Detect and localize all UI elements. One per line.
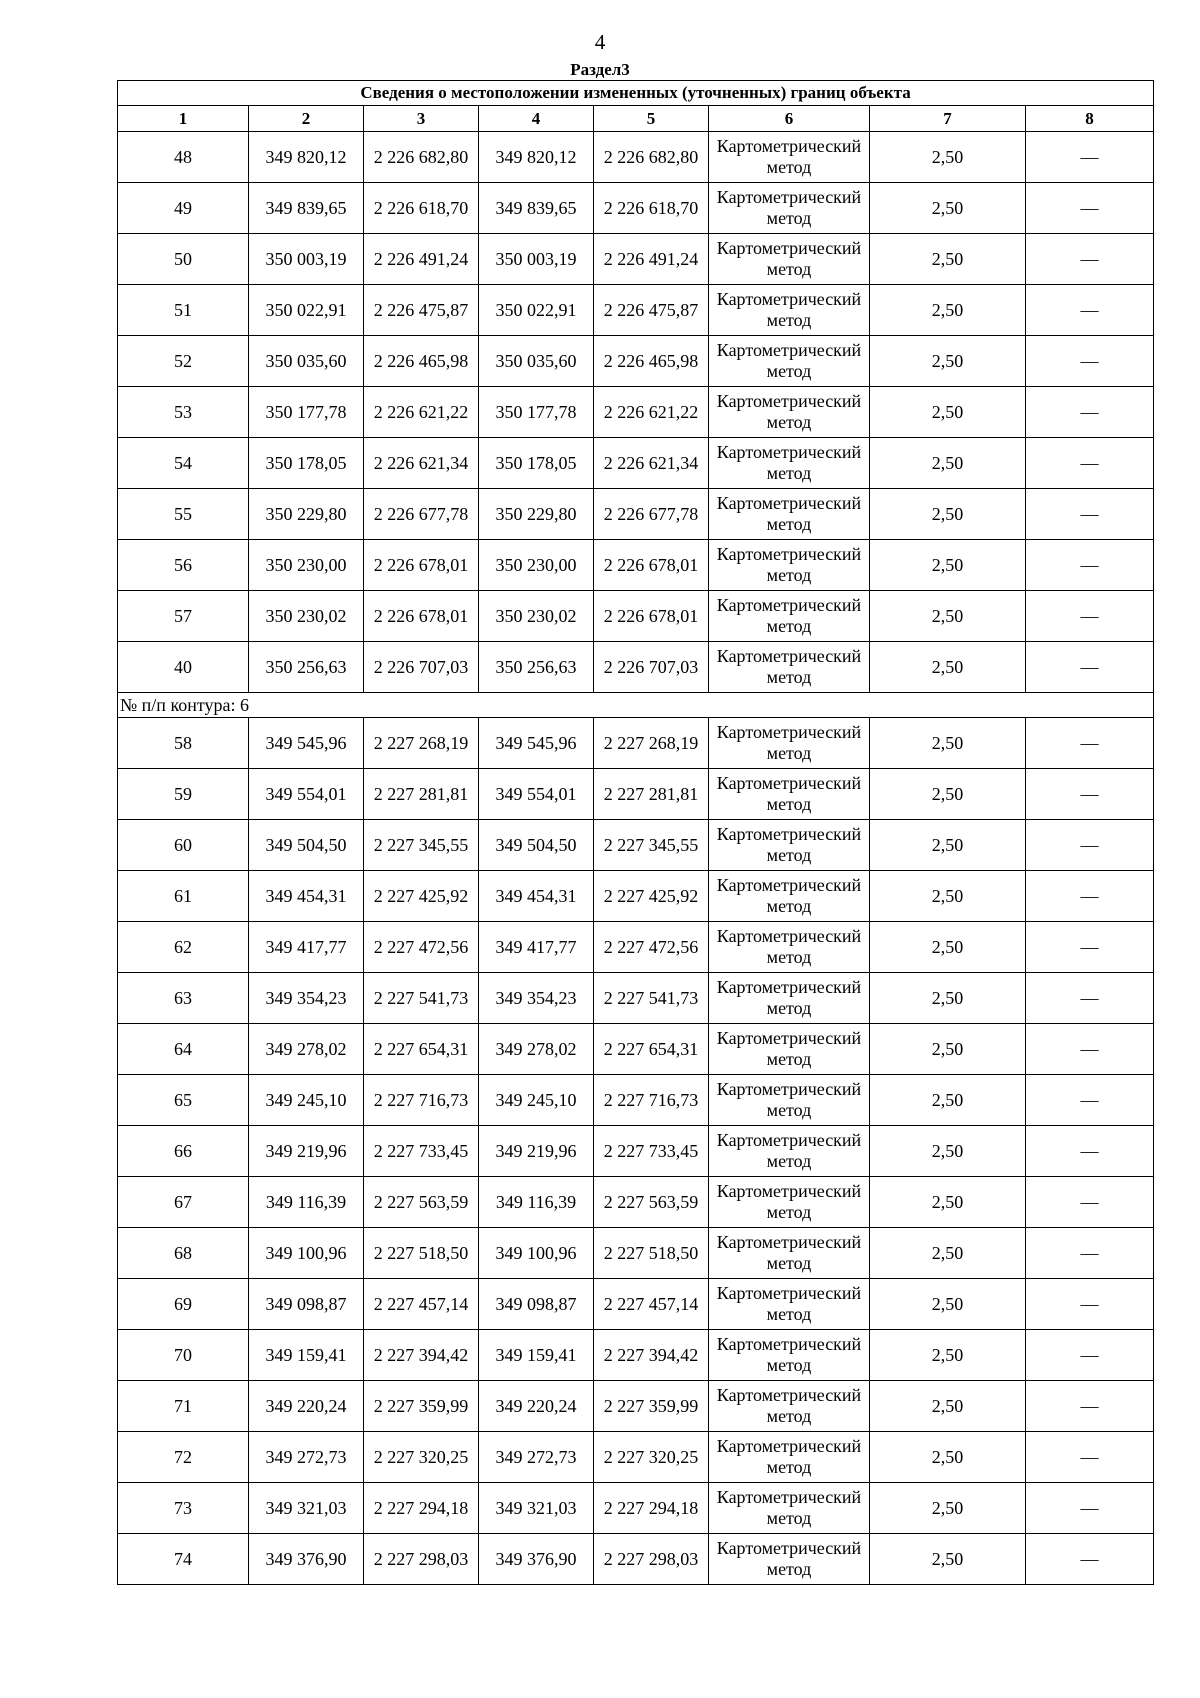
y-old-cell: 2 227 654,31 (364, 1024, 479, 1075)
table-row (118, 285, 1154, 336)
method-cell: Картометрический метод (709, 336, 870, 387)
description-cell: — (1026, 1330, 1154, 1381)
y-old-cell: 2 227 281,81 (364, 769, 479, 820)
point-number-cell: 48 (118, 132, 249, 183)
y-new-cell: 2 226 491,24 (594, 234, 709, 285)
description-cell: — (1026, 438, 1154, 489)
x-new-cell: 349 504,50 (479, 820, 594, 871)
x-new-cell: 349 272,73 (479, 1432, 594, 1483)
x-new-cell: 350 003,19 (479, 234, 594, 285)
x-old-cell: 349 219,96 (249, 1126, 364, 1177)
table-row (118, 387, 1154, 438)
x-new-cell: 349 116,39 (479, 1177, 594, 1228)
y-old-cell: 2 226 677,78 (364, 489, 479, 540)
accuracy-cell: 2,50 (870, 591, 1026, 642)
y-old-cell: 2 226 678,01 (364, 591, 479, 642)
point-number-cell: 73 (118, 1483, 249, 1534)
y-old-cell: 2 226 621,34 (364, 438, 479, 489)
method-cell: Картометрический метод (709, 438, 870, 489)
accuracy-cell: 2,50 (870, 132, 1026, 183)
y-new-cell: 2 226 707,03 (594, 642, 709, 693)
y-new-cell: 2 227 268,19 (594, 718, 709, 769)
description-cell: — (1026, 285, 1154, 336)
y-old-cell: 2 226 707,03 (364, 642, 479, 693)
accuracy-cell: 2,50 (870, 1075, 1026, 1126)
accuracy-cell: 2,50 (870, 1024, 1026, 1075)
x-old-cell: 350 230,02 (249, 591, 364, 642)
x-old-cell: 349 116,39 (249, 1177, 364, 1228)
method-cell: Картометрический метод (709, 387, 870, 438)
table-row (118, 438, 1154, 489)
boundary-table (117, 80, 1154, 1585)
x-old-cell: 349 278,02 (249, 1024, 364, 1075)
x-old-cell: 349 504,50 (249, 820, 364, 871)
accuracy-cell: 2,50 (870, 438, 1026, 489)
x-new-cell: 350 035,60 (479, 336, 594, 387)
accuracy-cell: 2,50 (870, 1483, 1026, 1534)
x-old-cell: 350 230,00 (249, 540, 364, 591)
description-cell: — (1026, 1483, 1154, 1534)
method-cell: Картометрический метод (709, 132, 870, 183)
y-new-cell: 2 227 298,03 (594, 1534, 709, 1585)
x-new-cell: 349 278,02 (479, 1024, 594, 1075)
y-old-cell: 2 227 716,73 (364, 1075, 479, 1126)
description-cell: — (1026, 1024, 1154, 1075)
method-cell: Картометрический метод (709, 1228, 870, 1279)
point-number-cell: 74 (118, 1534, 249, 1585)
point-number-cell: 51 (118, 285, 249, 336)
method-cell: Картометрический метод (709, 718, 870, 769)
y-new-cell: 2 227 733,45 (594, 1126, 709, 1177)
description-cell: — (1026, 1177, 1154, 1228)
y-new-cell: 2 227 320,25 (594, 1432, 709, 1483)
table-row (118, 820, 1154, 871)
description-cell: — (1026, 591, 1154, 642)
x-new-cell: 350 230,00 (479, 540, 594, 591)
y-old-cell: 2 226 465,98 (364, 336, 479, 387)
y-old-cell: 2 227 268,19 (364, 718, 479, 769)
description-cell: — (1026, 1228, 1154, 1279)
point-number-cell: 50 (118, 234, 249, 285)
method-cell: Картометрический метод (709, 973, 870, 1024)
y-new-cell: 2 226 621,34 (594, 438, 709, 489)
table-row (118, 769, 1154, 820)
column-header-row (118, 106, 1154, 132)
point-number-cell: 62 (118, 922, 249, 973)
accuracy-cell: 2,50 (870, 1177, 1026, 1228)
y-new-cell: 2 227 716,73 (594, 1075, 709, 1126)
page-number: 4 (594, 30, 606, 54)
point-number-cell: 68 (118, 1228, 249, 1279)
method-cell: Картометрический метод (709, 234, 870, 285)
y-new-cell: 2 227 518,50 (594, 1228, 709, 1279)
x-old-cell: 350 229,80 (249, 489, 364, 540)
description-cell: — (1026, 1075, 1154, 1126)
y-old-cell: 2 227 294,18 (364, 1483, 479, 1534)
accuracy-cell: 2,50 (870, 973, 1026, 1024)
table-row (118, 1534, 1154, 1585)
description-cell: — (1026, 1279, 1154, 1330)
point-number-cell: 58 (118, 718, 249, 769)
x-old-cell: 349 820,12 (249, 132, 364, 183)
table-row (118, 1381, 1154, 1432)
x-new-cell: 350 178,05 (479, 438, 594, 489)
table-title: Сведения о местоположении измененных (уточненных) границ объекта (118, 81, 1154, 106)
x-old-cell: 349 376,90 (249, 1534, 364, 1585)
x-new-cell: 349 219,96 (479, 1126, 594, 1177)
accuracy-cell: 2,50 (870, 871, 1026, 922)
x-old-cell: 349 839,65 (249, 183, 364, 234)
point-number-cell: 64 (118, 1024, 249, 1075)
description-cell: — (1026, 1126, 1154, 1177)
y-new-cell: 2 227 345,55 (594, 820, 709, 871)
y-old-cell: 2 227 425,92 (364, 871, 479, 922)
y-old-cell: 2 226 475,87 (364, 285, 479, 336)
description-cell: — (1026, 718, 1154, 769)
x-new-cell: 349 354,23 (479, 973, 594, 1024)
table-row (118, 1177, 1154, 1228)
table-row (118, 1024, 1154, 1075)
x-old-cell: 350 178,05 (249, 438, 364, 489)
table-row (118, 1126, 1154, 1177)
y-old-cell: 2 227 359,99 (364, 1381, 479, 1432)
point-number-cell: 53 (118, 387, 249, 438)
accuracy-cell: 2,50 (870, 1126, 1026, 1177)
x-old-cell: 350 035,60 (249, 336, 364, 387)
accuracy-cell: 2,50 (870, 234, 1026, 285)
x-new-cell: 349 245,10 (479, 1075, 594, 1126)
table-row (118, 642, 1154, 693)
x-new-cell: 350 177,78 (479, 387, 594, 438)
x-old-cell: 349 454,31 (249, 871, 364, 922)
table-row (118, 1279, 1154, 1330)
description-cell: — (1026, 1432, 1154, 1483)
y-old-cell: 2 226 678,01 (364, 540, 479, 591)
method-cell: Картометрический метод (709, 183, 870, 234)
table-row (118, 132, 1154, 183)
x-new-cell: 349 554,01 (479, 769, 594, 820)
y-new-cell: 2 227 294,18 (594, 1483, 709, 1534)
y-old-cell: 2 227 345,55 (364, 820, 479, 871)
description-cell: — (1026, 234, 1154, 285)
y-new-cell: 2 226 678,01 (594, 591, 709, 642)
accuracy-cell: 2,50 (870, 820, 1026, 871)
x-old-cell: 349 098,87 (249, 1279, 364, 1330)
x-new-cell: 349 417,77 (479, 922, 594, 973)
x-old-cell: 349 220,24 (249, 1381, 364, 1432)
table-row (118, 1483, 1154, 1534)
x-old-cell: 349 554,01 (249, 769, 364, 820)
x-old-cell: 350 256,63 (249, 642, 364, 693)
table-row (118, 1228, 1154, 1279)
description-cell: — (1026, 336, 1154, 387)
accuracy-cell: 2,50 (870, 1432, 1026, 1483)
x-new-cell: 349 839,65 (479, 183, 594, 234)
table-row (118, 489, 1154, 540)
accuracy-cell: 2,50 (870, 642, 1026, 693)
y-old-cell: 2 226 682,80 (364, 132, 479, 183)
description-cell: — (1026, 183, 1154, 234)
table-row (118, 336, 1154, 387)
x-new-cell: 349 159,41 (479, 1330, 594, 1381)
y-new-cell: 2 227 425,92 (594, 871, 709, 922)
x-new-cell: 349 454,31 (479, 871, 594, 922)
y-old-cell: 2 227 320,25 (364, 1432, 479, 1483)
accuracy-cell: 2,50 (870, 336, 1026, 387)
description-cell: — (1026, 1381, 1154, 1432)
column-header: 6 (709, 106, 870, 132)
method-cell: Картометрический метод (709, 1381, 870, 1432)
point-number-cell: 66 (118, 1126, 249, 1177)
x-new-cell: 349 321,03 (479, 1483, 594, 1534)
point-number-cell: 65 (118, 1075, 249, 1126)
point-number-cell: 60 (118, 820, 249, 871)
table-row (118, 973, 1154, 1024)
y-new-cell: 2 226 618,70 (594, 183, 709, 234)
description-cell: — (1026, 489, 1154, 540)
method-cell: Картометрический метод (709, 922, 870, 973)
y-old-cell: 2 227 563,59 (364, 1177, 479, 1228)
y-old-cell: 2 227 394,42 (364, 1330, 479, 1381)
accuracy-cell: 2,50 (870, 489, 1026, 540)
y-new-cell: 2 227 472,56 (594, 922, 709, 973)
accuracy-cell: 2,50 (870, 718, 1026, 769)
y-new-cell: 2 227 563,59 (594, 1177, 709, 1228)
y-new-cell: 2 227 654,31 (594, 1024, 709, 1075)
y-new-cell: 2 227 457,14 (594, 1279, 709, 1330)
y-old-cell: 2 227 733,45 (364, 1126, 479, 1177)
point-number-cell: 54 (118, 438, 249, 489)
x-old-cell: 349 321,03 (249, 1483, 364, 1534)
table-title-row (118, 81, 1154, 106)
x-new-cell: 349 100,96 (479, 1228, 594, 1279)
x-old-cell: 350 022,91 (249, 285, 364, 336)
y-old-cell: 2 227 298,03 (364, 1534, 479, 1585)
point-number-cell: 55 (118, 489, 249, 540)
description-cell: — (1026, 132, 1154, 183)
column-header: 7 (870, 106, 1026, 132)
method-cell: Картометрический метод (709, 540, 870, 591)
description-cell: — (1026, 540, 1154, 591)
description-cell: — (1026, 820, 1154, 871)
point-number-cell: 71 (118, 1381, 249, 1432)
contour-row (118, 693, 1154, 718)
accuracy-cell: 2,50 (870, 1279, 1026, 1330)
table-row (118, 234, 1154, 285)
x-old-cell: 349 354,23 (249, 973, 364, 1024)
column-header: 4 (479, 106, 594, 132)
column-header: 5 (594, 106, 709, 132)
description-cell: — (1026, 973, 1154, 1024)
y-new-cell: 2 226 682,80 (594, 132, 709, 183)
method-cell: Картометрический метод (709, 769, 870, 820)
accuracy-cell: 2,50 (870, 183, 1026, 234)
point-number-cell: 56 (118, 540, 249, 591)
y-new-cell: 2 226 678,01 (594, 540, 709, 591)
method-cell: Картометрический метод (709, 820, 870, 871)
y-new-cell: 2 226 465,98 (594, 336, 709, 387)
y-old-cell: 2 227 472,56 (364, 922, 479, 973)
table-row (118, 1075, 1154, 1126)
x-new-cell: 349 820,12 (479, 132, 594, 183)
accuracy-cell: 2,50 (870, 922, 1026, 973)
x-old-cell: 349 245,10 (249, 1075, 364, 1126)
table-row (118, 922, 1154, 973)
method-cell: Картометрический метод (709, 1330, 870, 1381)
point-number-cell: 49 (118, 183, 249, 234)
section-title: Раздел3 (570, 60, 630, 79)
accuracy-cell: 2,50 (870, 1330, 1026, 1381)
method-cell: Картометрический метод (709, 489, 870, 540)
x-old-cell: 349 272,73 (249, 1432, 364, 1483)
x-new-cell: 349 545,96 (479, 718, 594, 769)
x-new-cell: 350 022,91 (479, 285, 594, 336)
point-number-cell: 69 (118, 1279, 249, 1330)
method-cell: Картометрический метод (709, 1126, 870, 1177)
table-row (118, 183, 1154, 234)
description-cell: — (1026, 922, 1154, 973)
column-header: 8 (1026, 106, 1154, 132)
y-new-cell: 2 227 541,73 (594, 973, 709, 1024)
y-new-cell: 2 227 359,99 (594, 1381, 709, 1432)
x-old-cell: 349 159,41 (249, 1330, 364, 1381)
x-new-cell: 350 229,80 (479, 489, 594, 540)
description-cell: — (1026, 387, 1154, 438)
method-cell: Картометрический метод (709, 871, 870, 922)
accuracy-cell: 2,50 (870, 1381, 1026, 1432)
column-header: 1 (118, 106, 249, 132)
description-cell: — (1026, 642, 1154, 693)
accuracy-cell: 2,50 (870, 540, 1026, 591)
table-row (118, 1330, 1154, 1381)
description-cell: — (1026, 871, 1154, 922)
point-number-cell: 61 (118, 871, 249, 922)
x-old-cell: 349 545,96 (249, 718, 364, 769)
method-cell: Картометрический метод (709, 1177, 870, 1228)
point-number-cell: 72 (118, 1432, 249, 1483)
x-new-cell: 350 230,02 (479, 591, 594, 642)
method-cell: Картометрический метод (709, 1483, 870, 1534)
column-header: 2 (249, 106, 364, 132)
x-new-cell: 349 376,90 (479, 1534, 594, 1585)
table-row (118, 1432, 1154, 1483)
y-new-cell: 2 226 621,22 (594, 387, 709, 438)
point-number-cell: 70 (118, 1330, 249, 1381)
x-old-cell: 350 177,78 (249, 387, 364, 438)
y-old-cell: 2 226 621,22 (364, 387, 479, 438)
y-old-cell: 2 227 457,14 (364, 1279, 479, 1330)
y-old-cell: 2 227 541,73 (364, 973, 479, 1024)
point-number-cell: 57 (118, 591, 249, 642)
y-old-cell: 2 226 618,70 (364, 183, 479, 234)
accuracy-cell: 2,50 (870, 387, 1026, 438)
method-cell: Картометрический метод (709, 1432, 870, 1483)
description-cell: — (1026, 1534, 1154, 1585)
accuracy-cell: 2,50 (870, 769, 1026, 820)
description-cell: — (1026, 769, 1154, 820)
table-body (118, 132, 1154, 1585)
method-cell: Картометрический метод (709, 1075, 870, 1126)
accuracy-cell: 2,50 (870, 285, 1026, 336)
method-cell: Картометрический метод (709, 285, 870, 336)
table-row (118, 871, 1154, 922)
y-new-cell: 2 226 677,78 (594, 489, 709, 540)
point-number-cell: 63 (118, 973, 249, 1024)
point-number-cell: 67 (118, 1177, 249, 1228)
method-cell: Картометрический метод (709, 642, 870, 693)
x-old-cell: 349 417,77 (249, 922, 364, 973)
point-number-cell: 59 (118, 769, 249, 820)
y-new-cell: 2 226 475,87 (594, 285, 709, 336)
column-header: 3 (364, 106, 479, 132)
point-number-cell: 40 (118, 642, 249, 693)
x-old-cell: 350 003,19 (249, 234, 364, 285)
x-new-cell: 350 256,63 (479, 642, 594, 693)
point-number-cell: 52 (118, 336, 249, 387)
y-new-cell: 2 227 281,81 (594, 769, 709, 820)
table-row (118, 718, 1154, 769)
accuracy-cell: 2,50 (870, 1534, 1026, 1585)
method-cell: Картометрический метод (709, 1024, 870, 1075)
y-old-cell: 2 227 518,50 (364, 1228, 479, 1279)
method-cell: Картометрический метод (709, 1279, 870, 1330)
method-cell: Картометрический метод (709, 591, 870, 642)
contour-label: № п/п контура: 6 (118, 693, 1154, 718)
table-row (118, 591, 1154, 642)
y-new-cell: 2 227 394,42 (594, 1330, 709, 1381)
x-new-cell: 349 220,24 (479, 1381, 594, 1432)
table-row (118, 540, 1154, 591)
method-cell: Картометрический метод (709, 1534, 870, 1585)
y-old-cell: 2 226 491,24 (364, 234, 479, 285)
x-old-cell: 349 100,96 (249, 1228, 364, 1279)
accuracy-cell: 2,50 (870, 1228, 1026, 1279)
x-new-cell: 349 098,87 (479, 1279, 594, 1330)
